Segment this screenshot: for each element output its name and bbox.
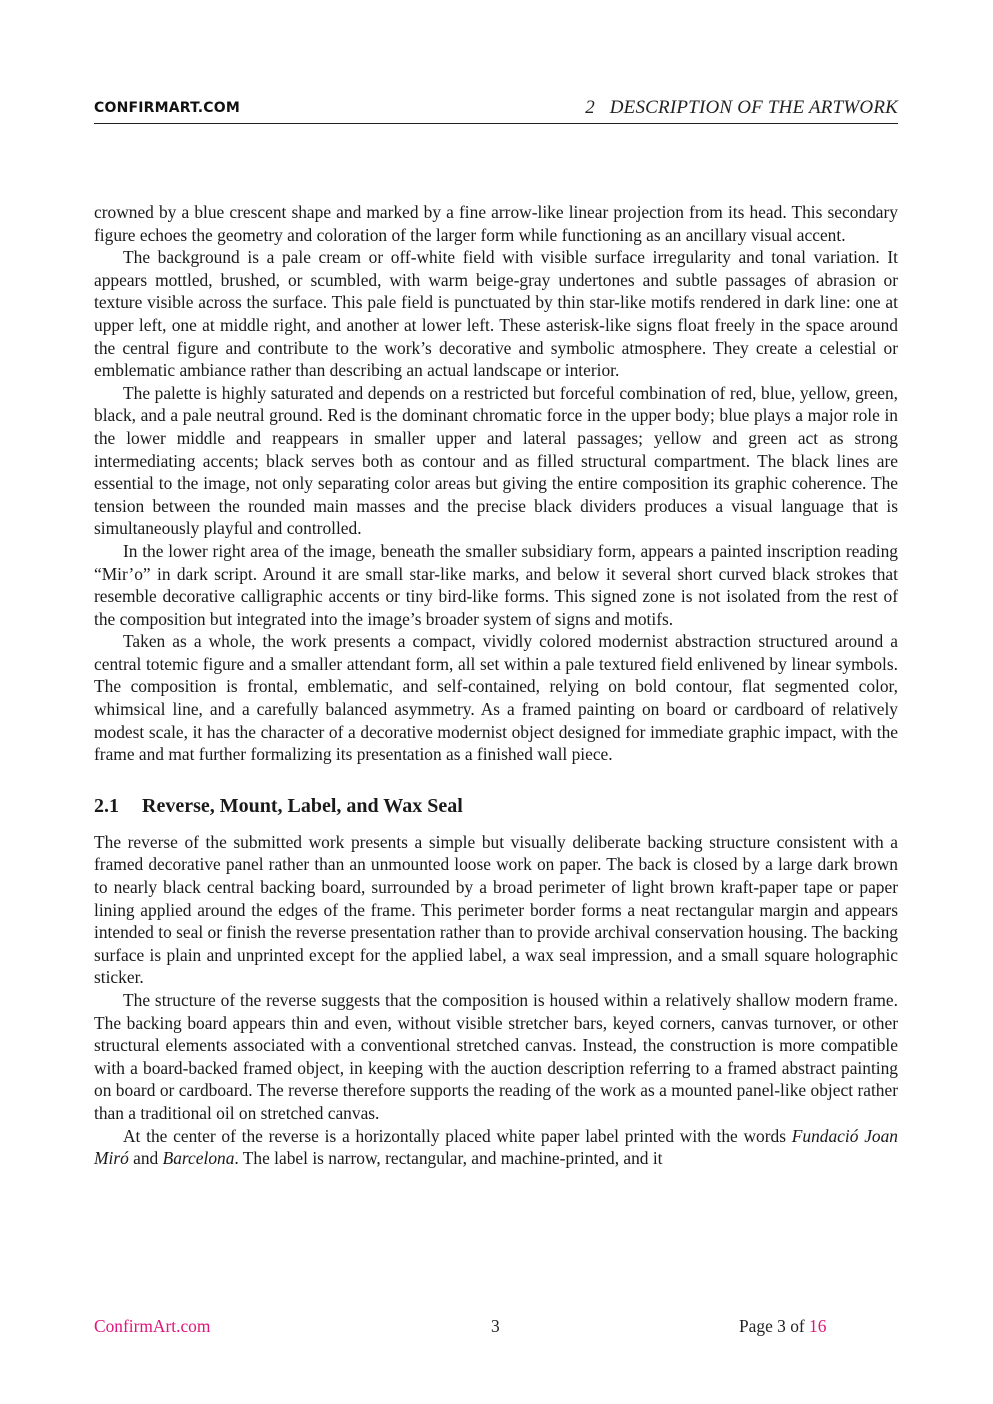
page-header (94, 97, 898, 124)
footer-page-total-link[interactable]: 16 (809, 1316, 827, 1336)
page-footer (94, 1316, 898, 1340)
subsection-paragraph-3 (94, 1125, 898, 1170)
running-section-title: 2 DESCRIPTION OF THE ARTWORK (585, 97, 898, 118)
subsection-number: 2.1 (94, 794, 119, 817)
body-paragraph-5: Taken as a whole, the work presents a compact, vividly colored modernist abstraction structured around a central totemic figure and a smaller attendant form, all set within a pale textured field enlivened by linear symbols. The composition is frontal, emblematic, and self-contained, relying on bold contour, flat segmented color, whimsical line, and a carefully balanced asymmetry. As a framed painting on board or cardboard of relatively modest scale, it has the character of a decorative modernist object designed for immediate graphic impact, with the frame and mat further formalizing its presentation as a finished wall piece. (94, 631, 898, 765)
brand-logo: CONFIRMART.COM (94, 100, 241, 116)
label-text-after: . The label is narrow, rectangular, and machine-printed, and it (234, 1148, 663, 1169)
label-text-before: At the center of the reverse is a horizontally placed white paper label printed with the words (123, 1125, 792, 1146)
body-paragraph-4: In the lower right area of the image, beneath the smaller subsidiary form, appears a painted inscription reading “Mir’o” in dark script. Around it are small star-like marks, and below it several short curved black strokes that resemble decorative calligraphic accents or tiny bird-like forms. This signed zone is not isolated from the rest of the composition but integrated into the image’s broader system of signs and motifs. (94, 540, 898, 629)
body-paragraph-1: crowned by a blue crescent shape and marked by a fine arrow-like linear projection from its head. This secondary figure echoes the geometry and coloration of the larger form while functioning as an ancillary visual accent. (94, 202, 898, 245)
label-italic-city: Barcelona (162, 1148, 235, 1169)
label-text-middle: and (128, 1148, 163, 1169)
footer-site-link[interactable]: ConfirmArt.com (94, 1316, 211, 1336)
subsection-paragraph-1: The reverse of the submitted work presents a simple but visually deliberate backing structure consistent with a framed decorative panel rather than an unmounted loose work on paper. The back is closed by a large dark brown to nearly black central backing board, surrounded by a broad perimeter of light brown kraft-paper tape or paper lining applied around the edges of the frame. This perimeter border forms a neat rectangular margin and appears intended to seal or finish the reverse presentation rather than to provide archival conservation housing. The backing surface is plain and unprinted except for the applied label, a wax seal impression, and a small square holographic sticker. (94, 831, 898, 988)
footer-page-prefix: Page 3 of (739, 1316, 810, 1336)
label-italic-foundation: Fundació Joan Miró (94, 1125, 899, 1169)
main-content (94, 201, 898, 1170)
subsection-paragraph-2: The structure of the reverse suggests that the composition is housed within a relatively shallow modern frame. The backing board appears thin and even, without visible stretcher bars, keyed corners, canvas turnover, or other structural elements associated with a conventional stretched canvas. Instead, the construction is more compatible with a board-backed framed object, in keeping with the auction description referring to a framed abstract painting on board or cardboard. The reverse therefore supports the reading of the work as a mounted panel-like object rather than a traditional oil on stretched canvas. (94, 990, 898, 1123)
footer-page-number: 3 (491, 1316, 500, 1336)
footer-page-count (739, 1316, 826, 1337)
subsection-heading (94, 793, 898, 819)
subsection-title: Reverse, Mount, Label, and Wax Seal (142, 794, 463, 817)
body-paragraph-3: The palette is highly saturated and depends on a restricted but forceful combination of red, blue, yellow, green, black, and a pale neutral ground. Red is the dominant chromatic force in the upper body; blue plays a major role in the lower middle and reappears in smaller upper and lateral passages; yellow and green act as strong intermediating accents; black serves both as contour and as filled structural compartment. The black lines are essential to the image, not only separating color areas but giving the entire composition its graphic coherence. The tension between the rounded main masses and the precise black dividers produces a visual language that is simultaneously playful and controlled. (94, 382, 898, 539)
body-paragraph-2: The background is a pale cream or off-white field with visible surface irregularity and tonal variation. It appears mottled, brushed, or scumbled, with warm beige-gray undertones and subtle passages of abrasion or texture visible across the surface. This pale field is punctuated by thin star-like motifs rendered in dark line: one at upper left, one at middle right, and another at lower left. These asterisk-like signs float freely in the space around the central figure and contribute to the work’s decorative and symbolic atmosphere. They create a celestial or emblematic ambiance rather than describing an actual landscape or interior. (94, 247, 898, 381)
